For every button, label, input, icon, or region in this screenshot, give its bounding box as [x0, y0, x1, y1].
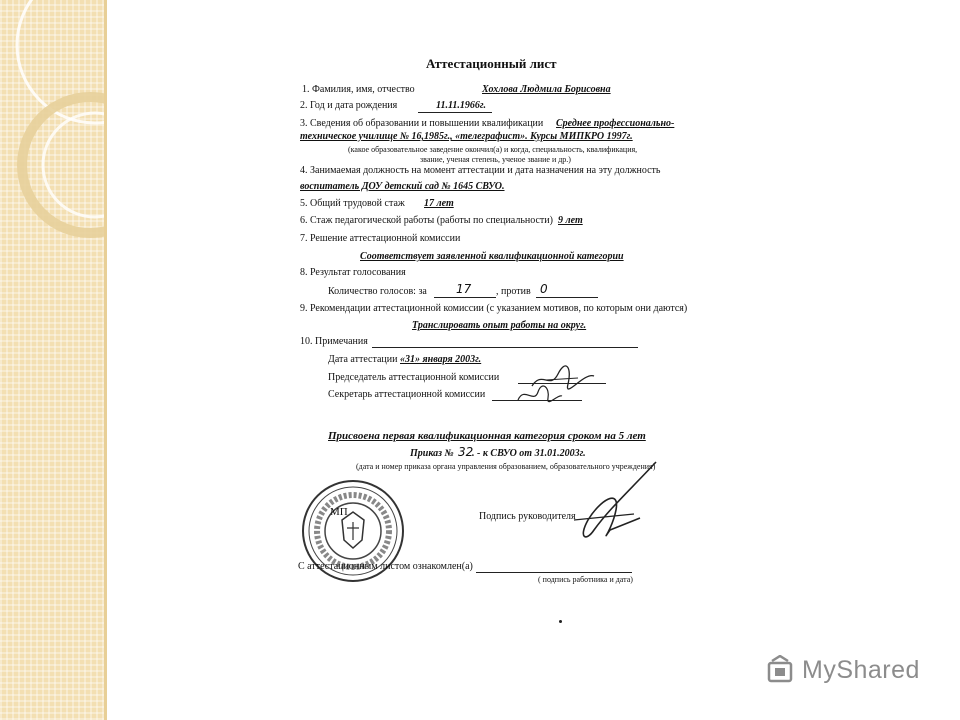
item-6-label: 6. Стаж педагогической работы (работы по специальности) [300, 215, 553, 226]
myshared-watermark [766, 655, 920, 685]
item-3-value-a: Среднее профессионально- [556, 118, 675, 129]
item-1-label: 1. Фамилия, имя, отчество [302, 84, 415, 95]
item-10-underline [372, 347, 638, 348]
item-7-label: 7. Решение аттестационной комиссии [300, 233, 461, 244]
stray-dot [559, 620, 562, 623]
item-2-value: 11.11.1966г. [436, 100, 486, 111]
votes-for-value: 17 [456, 282, 472, 296]
item-3-hint-b: звание, ученая степень, ученое звание и др.) [420, 155, 571, 164]
awarded-category: Присвоена первая квалификационная категория сроком на 5 лет [328, 430, 646, 442]
votes-against-underline [536, 297, 598, 298]
document-title: Аттестационный лист [426, 56, 557, 71]
item-3-hint-a: (какое образовательное заведение окончил(а) и когда, специальность, квалификация, [348, 145, 638, 154]
votes-against-value: 0 [540, 282, 548, 296]
secretary-signature-icon [514, 382, 564, 408]
head-signature-icon [570, 460, 662, 548]
acquainted-underline [476, 572, 632, 573]
date-label: Дата аттестации [328, 354, 398, 365]
item-9-label: 9. Рекомендации аттестационной комиссии (с указанием мотивов, по которым они даются) [300, 303, 688, 314]
item-3-label: 3. Сведения об образовании и повышении квалификации [300, 118, 544, 129]
stamp-mark-label: МП [330, 506, 348, 518]
myshared-wordmark: MyShared [802, 655, 920, 684]
item-10-label: 10. Примечания [300, 336, 368, 347]
order-number: 32 [458, 445, 474, 459]
item-2-label: 2. Год и дата рождения [300, 100, 398, 111]
votes-label: Количество голосов: за [328, 286, 427, 297]
acquainted-hint: ( подпись работника и дата) [538, 575, 633, 584]
votes-for-underline [434, 297, 496, 298]
date-value: «31» января 2003г. [400, 354, 482, 365]
acquainted-label: С аттестационным листом ознакомлен(а) [298, 561, 473, 572]
item-9-value: Транслировать опыт работы на округ. [412, 320, 587, 331]
myshared-logo-icon [766, 655, 796, 685]
item-7-value: Соответствует заявленной квалификационной категории [360, 251, 624, 262]
order-prefix: Приказ № [410, 448, 454, 459]
item-2-underline [418, 112, 492, 113]
order-suffix: . - к СВУО от 31.01.2003г. [472, 448, 586, 459]
item-4-value: воспитатель ДОУ детский сад № 1645 СВУО. [300, 181, 505, 192]
order-hint: (дата и номер приказа органа управления образованием, образовательного учреждения) [356, 462, 656, 471]
chair-label: Председатель аттестационной комиссии [328, 372, 500, 383]
item-4-label: 4. Занимаемая должность на момент аттестации и дата назначения на эту должность [300, 165, 661, 176]
item-3-value-b: техническое училище № 16,1985г., «телеграфист». Курсы МИПКРО 1997г. [300, 131, 633, 142]
secretary-label: Секретарь аттестационной комиссии [328, 389, 486, 400]
item-5-label: 5. Общий трудовой стаж [300, 198, 405, 209]
item-6-value: 9 лет [558, 215, 583, 226]
item-5-value: 17 лет [424, 198, 454, 209]
item-8-label: 8. Результат голосования [300, 267, 406, 278]
votes-against-label: , против [496, 286, 531, 297]
head-signature-label: Подпись руководителя [479, 511, 576, 522]
item-1-value: Хохлова Людмила Борисовна [482, 84, 611, 95]
